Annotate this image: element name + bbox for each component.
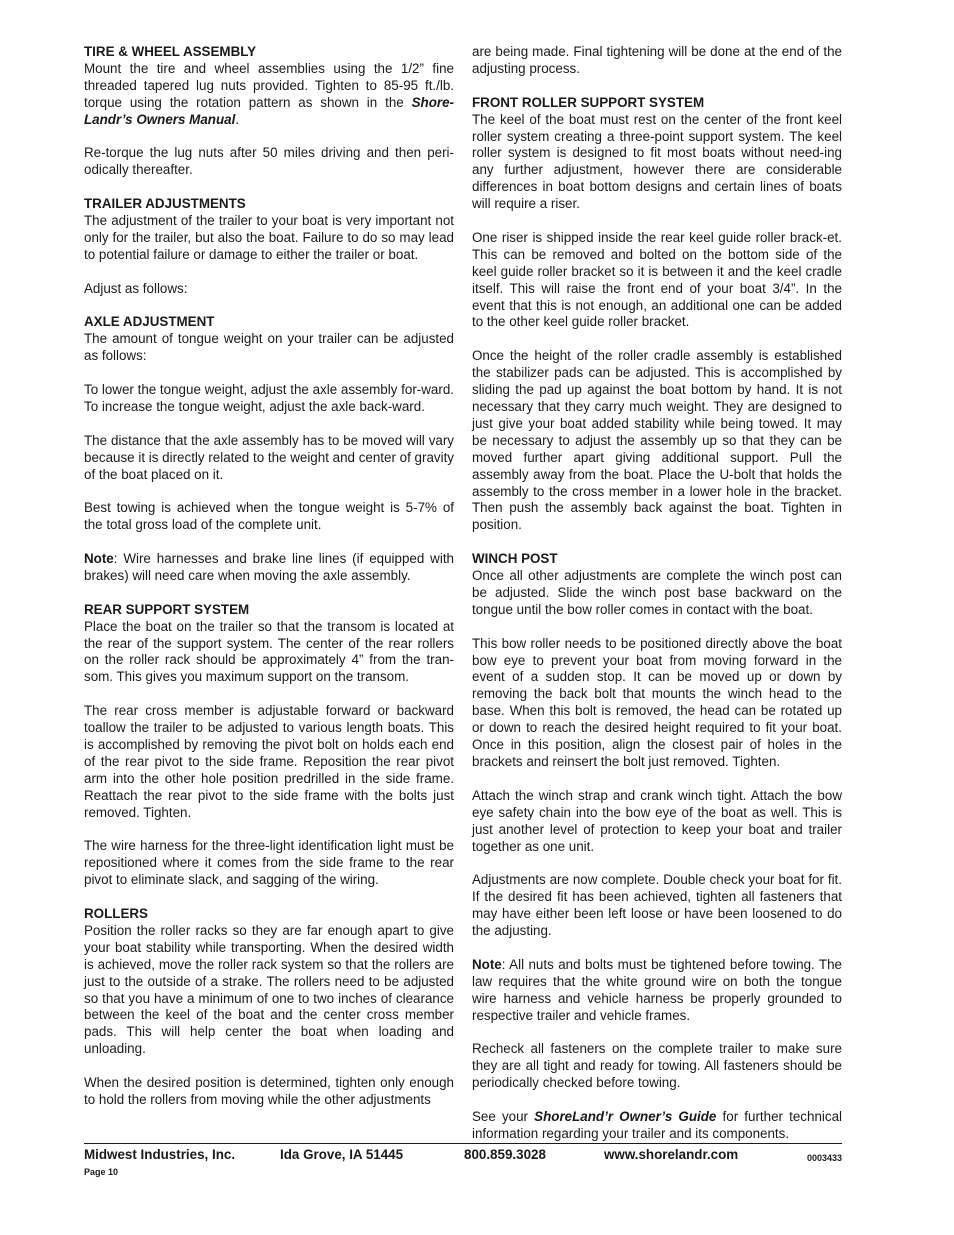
- footer-company: Midwest Industries, Inc.: [84, 1147, 236, 1162]
- footer-city: Ida Grove, IA 51445: [280, 1147, 404, 1162]
- trailer-adjustments-paragraph: The adjustment of the trailer to your boat is very important not only for the trailer, but also the boat. Failure to do so may lead to potential failure or damage to either the trailer or boat.: [84, 213, 454, 262]
- winch-post-paragraph-2: This bow roller needs to be positioned directly above the boat bow eye to prevent your boat from moving forward in the event of a sudden stop. It can be moved up or down by removing the back bolt that mounts the winch head to the base. When this bolt is removed, the head can be rotated up or down to reach the desired height required to fit your boat. Once in this position, align the closest pair of holes in the brackets and reinsert the bolt just removed. Tighten.: [472, 635, 842, 769]
- rear-support-paragraph-3: The wire harness for the three-light identification light must be repositioned where it comes from the side frame to the rear pivot to eliminate slack, and sagging of the wiring.: [84, 838, 454, 888]
- winch-post-paragraph-4: Adjustments are now complete. Double check your boat for fit. If the desired fit has been achieved, tighten all fasteners that may have either been left loose or have been loosened to do the adjusting.: [472, 872, 842, 939]
- owners-manual-title: Shore-Landr’s Owners Manual: [84, 94, 454, 127]
- right-column: [472, 44, 842, 1143]
- front-roller-paragraph-3: Once the height of the roller cradle assembly is established the stabilizer pads can be adjusted. This is accomplished by sliding the pad up against the boat bottom by hand. It is not necessary that they carry much weight. They are designed to just give your boat added stability while being towed. It may be necessary to adjust the assembly up so that they can be moved further apart giving additional support. Pull the assembly away from the boat. Place the U-bolt that holds the assembly to the cross member in a lower hole in the bracket. Then push the assembly back against the boat. Tighten in position.: [472, 348, 842, 533]
- trailer-adjustments-heading: TRAILER ADJUSTMENTS: [84, 196, 246, 212]
- rollers-paragraph-1: Position the roller racks so they are far enough apart to give your boat stability while transporting. When the desired width is achieved, move the roller rack system so that the rollers are just to the outside of a strake. The rollers need to be adjusted so that you have a minimum of one to two inches of clearance between the keel of the boat and the center cross member pads. This will help center the boat when loading and unloading.: [84, 922, 454, 1057]
- footer-website: www.shorelandr.com: [604, 1147, 739, 1162]
- axle-note: Note: Wire harnesses and brake line lines (if equipped with brakes) will need care when moving the axle assembly.: [84, 551, 454, 583]
- retorque-paragraph: Re-torque the lug nuts after 50 miles driving and then peri-odically thereafter.: [84, 145, 454, 178]
- winch-post-paragraph-1: Once all other adjustments are complete the winch post can be adjusted. Slide the winch post base backward on the tongue until the bow roller comes in contact with the boat.: [472, 568, 842, 617]
- front-roller-paragraph-2: One riser is shipped inside the rear keel guide roller brack-et. This can be removed and bolted on the bottom side of the keel guide roller bracket so it is between it and the keel cradle itself. This will raise the front end of your boat 3/4”. In the event that this is not enough, an additional one can be added to the other keel guide roller bracket.: [472, 229, 842, 330]
- axle-paragraph-2: To lower the tongue weight, adjust the axle assembly for-ward. To increase the tongue weight, adjust the axle back-ward.: [84, 382, 454, 414]
- front-roller-paragraph-1: The keel of the boat must rest on the center of the front keel roller system creating a three-point support system. The keel roller system is designed to fit most boats without need-ing any further adjustment, however there are considerable differences in boat bottom designs and certain lines of boats will require a riser.: [472, 111, 842, 212]
- winch-post-heading: WINCH POST: [472, 551, 558, 567]
- axle-adjustment-heading: AXLE ADJUSTMENT: [84, 314, 215, 330]
- rollers-heading: ROLLERS: [84, 906, 148, 922]
- front-roller-heading: FRONT ROLLER SUPPORT SYSTEM: [472, 94, 705, 110]
- towing-note: Note: All nuts and bolts must be tightened before towing. The law requires that the white ground wire on both the tongue wire harness and vehicle harness be properly grounded to respective trailer and vehicle frames.: [472, 956, 842, 1023]
- adjust-as-follows: Adjust as follows:: [84, 280, 188, 296]
- rear-support-heading: REAR SUPPORT SYSTEM: [84, 601, 250, 617]
- footer-phone: 800.859.3028: [464, 1147, 546, 1162]
- winch-post-paragraph-3: Attach the winch strap and crank winch tight. Attach the bow eye safety chain into the bow eye of the boat as well. This is just another level of protection to keep your boat and trailer together as one unit.: [472, 787, 842, 854]
- owners-guide-title: ShoreLand’r Owner’s Guide: [534, 1108, 717, 1124]
- rollers-paragraph-2: When the desired position is determined, tighten only enough to hold the rollers from moving while the other adjustments: [84, 1075, 454, 1107]
- axle-paragraph-4: Best towing is achieved when the tongue weight is 5-7% of the total gross load of the complete unit.: [84, 500, 454, 533]
- page-number: Page 10: [84, 1167, 119, 1177]
- tire-wheel-paragraph: Mount the tire and wheel assemblies using the 1/2” fine threaded tapered lug nuts provided. Tighten to 85-95 ft./lb. torque using the rotation pattern as shown in the Shore-Landr’s Owners Manual.: [84, 60, 454, 127]
- axle-paragraph-3: The distance that the axle assembly has to be moved will vary because it is directly related to the weight and center of gravity of the boat placed on it.: [84, 432, 454, 482]
- recheck-paragraph: Recheck all fasteners on the complete trailer to make sure they are all tight and ready for towing. All fasteners should be periodically checked before towing.: [472, 1041, 842, 1091]
- footer-divider: [84, 1143, 842, 1144]
- footer-doc-code: 0003433: [806, 1153, 842, 1163]
- left-column: [84, 44, 454, 1109]
- axle-paragraph-1: The amount of tongue weight on your trailer can be adjusted as follows:: [84, 331, 454, 364]
- rear-support-paragraph-2: The rear cross member is adjustable forward or backward toallow the trailer to be adjusted to various length boats. This is accomplished by removing the pivot bolt on holds each end of the rear pivot to the side frame. Reposition the rear pivot arm into the other hole position predrilled in the side frame. Reattach the rear pivot to the side frame with the bolts just removed. Tighten.: [84, 703, 454, 820]
- see-guide-paragraph: See your ShoreLand’r Owner’s Guide for further technical information regarding your trailer and its components.: [472, 1108, 842, 1141]
- rear-support-paragraph-1: Place the boat on the trailer so that the transom is located at the rear of the support system. The center of the rear rollers on the roller rack should be approximately 4” from the tran-som. This gives you maximum support on the transom.: [84, 618, 454, 685]
- tire-wheel-heading: TIRE & WHEEL ASSEMBLY: [84, 44, 257, 59]
- continued-paragraph: are being made. Final tightening will be done at the end of the adjusting process.: [472, 44, 842, 76]
